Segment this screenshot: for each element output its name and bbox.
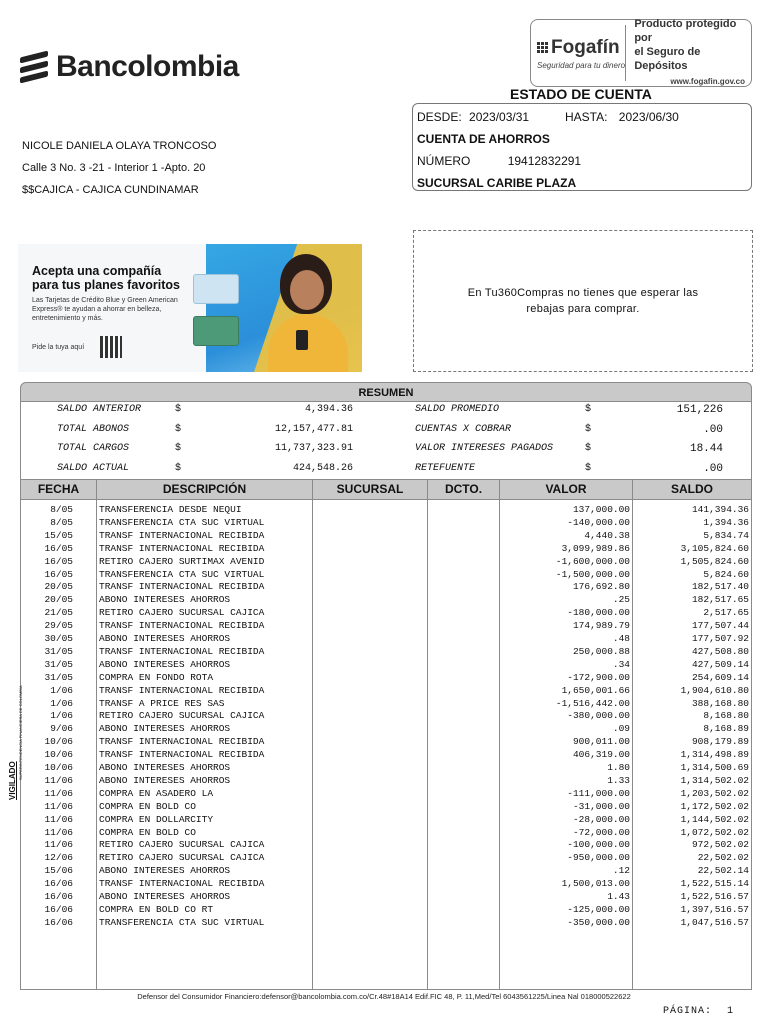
- cell-saldo: 177,507.92: [691, 633, 749, 644]
- vigilado-sub1: SUPERINTENDENCIA FINANCIERA: [18, 714, 23, 780]
- bancolombia-logo-icon: [20, 52, 48, 82]
- cell-valor: -380,000.00: [567, 710, 630, 722]
- resumen-currency: $: [585, 443, 592, 454]
- cell-saldo: 1,522,516.57: [680, 891, 749, 902]
- phone-image: [296, 330, 308, 350]
- cell-saldo: 972,502.02: [691, 839, 749, 851]
- cell-fecha: 10/06: [44, 762, 73, 773]
- fogafin-line1: Producto protegido por: [634, 18, 737, 44]
- cell-valor: -1,500,000.00: [555, 568, 630, 580]
- resumen-value: 11,737,323.91: [274, 443, 353, 454]
- cell-fecha: 30/05: [44, 633, 73, 644]
- cell-fecha: 16/05: [44, 555, 73, 567]
- cell-fecha: 16/06: [44, 891, 73, 902]
- cell-valor: .25: [612, 594, 630, 606]
- cell-saldo: 1,904,610.80: [680, 684, 749, 696]
- resumen-title: RESUMEN: [20, 382, 752, 402]
- cell-saldo: 1,314,500.69: [680, 762, 749, 773]
- cell-descripcion: COMPRA EN FONDO ROTA: [99, 671, 214, 683]
- resumen-currency: $: [175, 462, 182, 474]
- fogafin-line2: el Seguro de Depósitos: [634, 46, 701, 72]
- cell-descripcion: COMPRA EN BOLD CO: [99, 800, 196, 812]
- tu360-text: En Tu360Compras no tienes que esperar las rebajas para comprar.: [467, 287, 699, 315]
- cell-saldo: 908,179.89: [691, 736, 749, 748]
- desde-label: DESDE:: [417, 110, 462, 124]
- cell-fecha: 1/06: [50, 710, 73, 722]
- col-sucursal: SUCURSAL: [313, 480, 428, 499]
- cell-valor: -100,000.00: [567, 839, 630, 851]
- cell-fecha: 8/05: [50, 504, 73, 515]
- resumen-currency: $: [585, 462, 592, 474]
- resumen-label: SALDO ACTUAL: [57, 462, 130, 474]
- cell-descripcion: TRANSF INTERNACIONAL RECIBIDA: [99, 529, 265, 541]
- cell-descripcion: TRANSF INTERNACIONAL RECIBIDA: [99, 736, 265, 748]
- cell-valor: -172,900.00: [567, 671, 630, 683]
- cell-saldo: 1,047,516.57: [680, 916, 749, 928]
- cell-valor: 137,000.00: [572, 504, 630, 515]
- cell-valor: 1,650,001.66: [561, 684, 630, 696]
- cell-descripcion: TRANSF A PRICE RES SAS: [99, 697, 225, 709]
- cell-saldo: 2,517.65: [703, 607, 749, 619]
- woman-photo: [290, 270, 324, 310]
- cell-valor: -111,000.00: [567, 787, 630, 799]
- promo-headline-2: para tus planes favoritos: [32, 278, 180, 292]
- numero-label: NÚMERO: [417, 154, 471, 168]
- cell-saldo: 5,824.60: [703, 568, 749, 580]
- page-label: PÁGINA:: [663, 1006, 713, 1017]
- green-card-image: [193, 316, 239, 346]
- cell-descripcion: COMPRA EN BOLD CO: [99, 826, 196, 838]
- cell-fecha: 16/06: [44, 916, 73, 928]
- cell-fecha: 31/05: [44, 645, 73, 657]
- cell-fecha: 16/05: [44, 542, 73, 554]
- qr-code-icon[interactable]: [100, 336, 122, 358]
- cell-descripcion: TRANSF INTERNACIONAL RECIBIDA: [99, 645, 265, 657]
- fogafin-badge: [530, 19, 752, 87]
- cell-descripcion: TRANSFERENCIA DESDE NEQUI: [99, 504, 242, 515]
- cell-fecha: 15/06: [44, 865, 73, 877]
- cell-descripcion: RETIRO CAJERO SUCURSAL CAJICA: [99, 852, 265, 864]
- cell-saldo: 177,507.44: [691, 620, 749, 632]
- col-saldo: SALDO: [671, 482, 713, 496]
- cell-saldo: 254,609.14: [691, 671, 749, 683]
- hasta-label: HASTA:: [565, 110, 608, 124]
- cell-fecha: 21/05: [44, 607, 73, 619]
- cell-fecha: 31/05: [44, 671, 73, 683]
- transactions-table: [20, 500, 752, 990]
- cell-fecha: 29/05: [44, 620, 73, 632]
- cell-fecha: 1/06: [50, 697, 73, 709]
- resumen-currency: $: [585, 423, 592, 435]
- cell-fecha: 9/06: [50, 723, 73, 735]
- col-descripcion: DESCRIPCIÓN: [97, 480, 313, 499]
- cell-descripcion: ABONO INTERESES AHORROS: [99, 891, 231, 902]
- cell-saldo: 5,834.74: [703, 529, 749, 541]
- resumen-label: VALOR INTERESES PAGADOS: [415, 443, 554, 454]
- cell-valor: -31,000.00: [572, 800, 630, 812]
- cell-saldo: 1,522,515.14: [680, 878, 749, 890]
- cell-fecha: 1/06: [50, 684, 73, 696]
- cell-saldo: 8,168.89: [703, 723, 749, 735]
- transactions-header: [20, 479, 752, 500]
- col-fecha: FECHA: [21, 480, 97, 499]
- cell-valor: 3,099,989.86: [561, 542, 630, 554]
- cell-valor: 1,500,013.00: [561, 878, 630, 890]
- cell-descripcion: ABONO INTERESES AHORROS: [99, 658, 231, 670]
- resumen-label: RETEFUENTE: [415, 462, 476, 474]
- cell-valor: 900,011.00: [572, 736, 630, 748]
- cell-saldo: 3,105,824.60: [680, 542, 749, 554]
- cell-descripcion: RETIRO CAJERO SUCURSAL CAJICA: [99, 710, 265, 722]
- cell-fecha: 16/06: [44, 878, 73, 890]
- cell-saldo: 141,394.36: [691, 504, 749, 515]
- cell-fecha: 16/05: [44, 568, 73, 580]
- cell-fecha: 20/05: [44, 581, 73, 593]
- cell-descripcion: TRANSF INTERNACIONAL RECIBIDA: [99, 620, 265, 632]
- cell-fecha: 11/06: [44, 839, 73, 851]
- cell-saldo: 1,505,824.60: [680, 555, 749, 567]
- fogafin-name: Fogafín: [551, 36, 620, 58]
- resumen-label: SALDO PROMEDIO: [415, 404, 500, 415]
- cell-saldo: 22,502.02: [697, 852, 749, 864]
- cell-valor: -28,000.00: [572, 813, 630, 825]
- cell-saldo: 182,517.40: [691, 581, 749, 593]
- cell-valor: .34: [612, 658, 630, 670]
- cell-valor: 4,440.38: [584, 529, 630, 541]
- fogafin-tagline: Seguridad para tu dinero: [537, 60, 626, 70]
- cell-descripcion: TRANSF INTERNACIONAL RECIBIDA: [99, 749, 265, 761]
- cell-valor: -350,000.00: [567, 916, 630, 928]
- cell-descripcion: TRANSFERENCIA CTA SUC VIRTUAL: [99, 516, 265, 528]
- cell-valor: .48: [612, 633, 630, 644]
- cell-descripcion: ABONO INTERESES AHORROS: [99, 723, 231, 735]
- cell-valor: -125,000.00: [567, 903, 630, 915]
- cell-fecha: 8/05: [50, 516, 73, 528]
- cell-descripcion: ABONO INTERESES AHORROS: [99, 865, 231, 877]
- cell-descripcion: COMPRA EN ASADERO LA: [99, 787, 214, 799]
- promo-cta[interactable]: Pide la tuya aquí: [32, 344, 85, 351]
- cell-valor: -950,000.00: [567, 852, 630, 864]
- brand-name: Bancolombia: [56, 50, 239, 83]
- col-valor: VALOR: [500, 480, 633, 499]
- page-number: [663, 1006, 734, 1017]
- cell-valor: .09: [612, 723, 630, 735]
- cell-descripcion: COMPRA EN BOLD CO RT: [99, 903, 214, 915]
- statement-info-box: [412, 103, 752, 191]
- resumen-currency: $: [175, 443, 182, 454]
- promo-body: Las Tarjetas de Crédito Blue y Green American Express® te ayudan a ahorrar en belleza, entretenimiento y más.: [32, 297, 178, 322]
- account-number: 19412832291: [507, 154, 582, 168]
- cell-descripcion: ABONO INTERESES AHORROS: [99, 774, 231, 786]
- cell-fecha: 11/06: [44, 826, 73, 838]
- cell-saldo: 388,168.80: [691, 697, 749, 709]
- cell-saldo: 427,508.80: [691, 645, 749, 657]
- resumen-value: 12,157,477.81: [274, 423, 353, 435]
- blue-card-image: [193, 274, 239, 304]
- resumen-value: .00: [703, 423, 723, 436]
- cell-saldo: 427,509.14: [691, 658, 749, 670]
- cell-saldo: 1,397,516.57: [680, 903, 749, 915]
- cell-descripcion: RETIRO CAJERO SUCURSAL CAJICA: [99, 839, 265, 851]
- cell-fecha: 10/06: [44, 736, 73, 748]
- resumen-value: 424,548.26: [292, 462, 353, 474]
- cell-valor: 1.80: [607, 762, 630, 773]
- cell-saldo: 1,394.36: [703, 516, 749, 528]
- col-dcto: DCTO.: [428, 480, 500, 499]
- cell-valor: -1,600,000.00: [555, 555, 630, 567]
- cell-descripcion: RETIRO CAJERO SUCURSAL CAJICA: [99, 607, 265, 619]
- cell-descripcion: ABONO INTERESES AHORROS: [99, 762, 231, 773]
- customer-name: NICOLE DANIELA OLAYA TRONCOSO: [22, 140, 217, 152]
- statement-title: ESTADO DE CUENTA: [510, 86, 652, 102]
- fogafin-dots-icon: [537, 42, 548, 53]
- cell-descripcion: COMPRA EN DOLLARCITY: [99, 813, 214, 825]
- cell-valor: 176,692.80: [572, 581, 630, 593]
- cell-saldo: 1,144,502.02: [680, 813, 749, 825]
- cell-fecha: 31/05: [44, 658, 73, 670]
- footer-defensor: Defensor del Consumidor Financiero:defensor@bancolombia.com.co/Cr.48#18A14 Edif.FIC 48, P. 11,Med/Tel 6043561225/Linea Nal 018000522622: [137, 992, 631, 1001]
- cell-fecha: 16/06: [44, 903, 73, 915]
- cell-descripcion: TRANSFERENCIA CTA SUC VIRTUAL: [99, 916, 265, 928]
- cell-descripcion: TRANSF INTERNACIONAL RECIBIDA: [99, 684, 265, 696]
- cell-fecha: 11/06: [44, 787, 73, 799]
- cell-valor: -180,000.00: [567, 607, 630, 619]
- cell-valor: .12: [612, 865, 630, 877]
- resumen-label: TOTAL CARGOS: [57, 443, 130, 454]
- cell-descripcion: ABONO INTERESES AHORROS: [99, 594, 231, 606]
- branch-name: SUCURSAL CARIBE PLAZA: [417, 176, 577, 190]
- cell-valor: 250,000.88: [572, 645, 630, 657]
- cell-descripcion: TRANSF INTERNACIONAL RECIBIDA: [99, 878, 265, 890]
- cell-valor: -140,000.00: [567, 516, 630, 528]
- resumen-section: [20, 402, 752, 479]
- cell-fecha: 12/06: [44, 852, 73, 864]
- cell-saldo: 1,203,502.02: [680, 787, 749, 799]
- fogafin-url: www.fogafin.gov.co: [670, 77, 745, 86]
- cell-saldo: 8,168.80: [703, 710, 749, 722]
- cell-descripcion: TRANSF INTERNACIONAL RECIBIDA: [99, 581, 265, 593]
- promo-banner[interactable]: [18, 244, 362, 372]
- vigilado-mark: [2, 685, 32, 830]
- promo-headline-1: Acepta una compañía: [32, 264, 162, 278]
- cell-saldo: 1,172,502.02: [680, 800, 749, 812]
- cell-fecha: 20/05: [44, 594, 73, 606]
- customer-address: Calle 3 No. 3 -21 - Interior 1 -Apto. 20: [22, 162, 206, 174]
- cell-valor: -72,000.00: [572, 826, 630, 838]
- resumen-label: SALDO ANTERIOR: [57, 404, 142, 415]
- cell-saldo: 1,072,502.02: [680, 826, 749, 838]
- cell-fecha: 11/06: [44, 774, 73, 786]
- cell-valor: 174,989.79: [572, 620, 630, 632]
- resumen-label: CUENTAS X COBRAR: [415, 423, 512, 435]
- cell-valor: -1,516,442.00: [555, 697, 630, 709]
- resumen-currency: $: [585, 404, 592, 415]
- cell-fecha: 11/06: [44, 813, 73, 825]
- vigilado-label: VIGILADO: [8, 761, 17, 800]
- vigilado-sub2: DE COLOMBIA: [18, 685, 23, 714]
- cell-descripcion: TRANSF INTERNACIONAL RECIBIDA: [99, 542, 265, 554]
- resumen-value: 151,226: [676, 404, 723, 416]
- resumen-label: TOTAL ABONOS: [57, 423, 130, 435]
- hasta-value: 2023/06/30: [618, 110, 679, 124]
- cell-saldo: 1,314,498.89: [680, 749, 749, 761]
- cell-descripcion: RETIRO CAJERO SURTIMAX AVENID: [99, 555, 265, 567]
- resumen-value: 4,394.36: [304, 404, 353, 415]
- resumen-currency: $: [175, 423, 182, 435]
- cell-fecha: 15/05: [44, 529, 73, 541]
- cell-descripcion: ABONO INTERESES AHORROS: [99, 633, 231, 644]
- page-value: 1: [727, 1006, 735, 1017]
- cell-valor: 1.43: [607, 891, 630, 902]
- resumen-value: .00: [703, 462, 723, 475]
- account-type: CUENTA DE AHORROS: [417, 132, 550, 146]
- cell-saldo: 22,502.14: [697, 865, 749, 877]
- desde-value: 2023/03/31: [469, 110, 530, 124]
- cell-descripcion: TRANSFERENCIA CTA SUC VIRTUAL: [99, 568, 265, 580]
- cell-fecha: 11/06: [44, 800, 73, 812]
- customer-city: $$CAJICA - CAJICA CUNDINAMAR: [22, 184, 199, 196]
- resumen-currency: $: [175, 404, 182, 415]
- cell-saldo: 182,517.65: [691, 594, 749, 606]
- resumen-value: 18.44: [689, 443, 723, 455]
- tu360-message-box: [413, 230, 753, 372]
- cell-valor: 1.33: [607, 774, 630, 786]
- cell-fecha: 10/06: [44, 749, 73, 761]
- cell-valor: 406,319.00: [572, 749, 630, 761]
- bancolombia-logo: [20, 50, 239, 84]
- cell-saldo: 1,314,502.02: [680, 774, 749, 786]
